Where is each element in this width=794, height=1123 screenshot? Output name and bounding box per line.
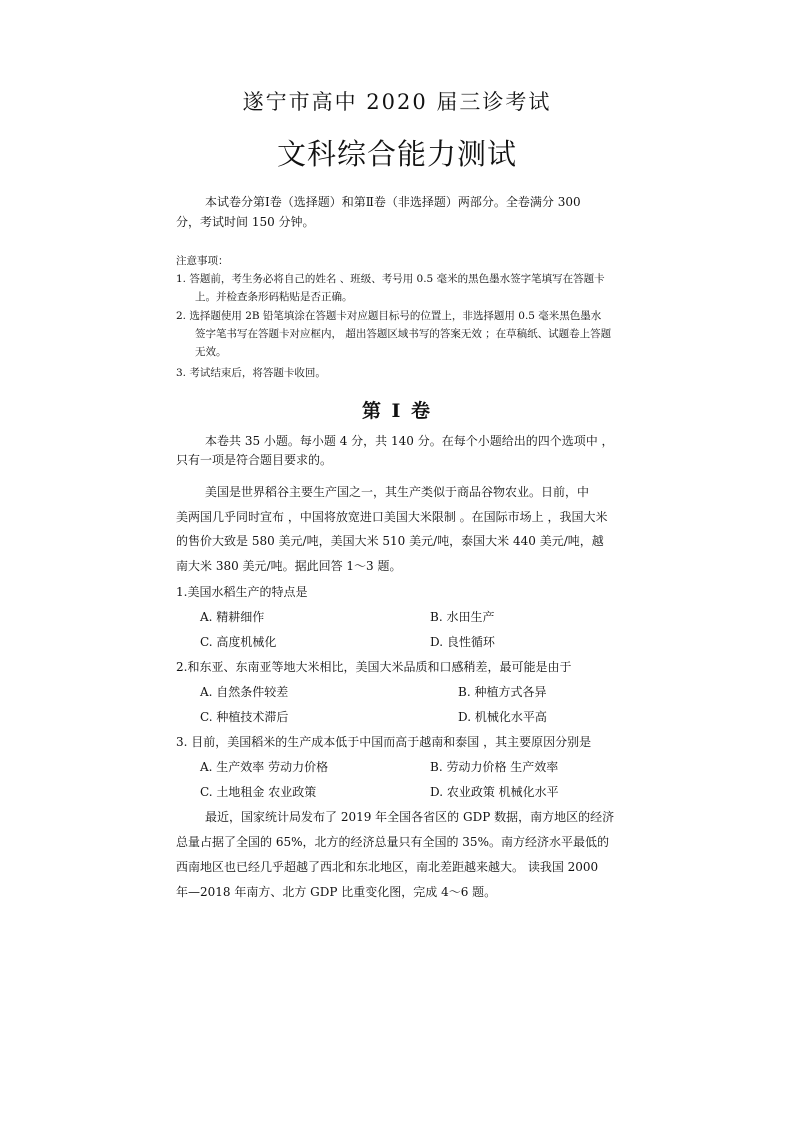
note-1-line-2: 上。并检查条形码粘贴是否正确。 bbox=[195, 291, 353, 303]
note-3-line-1: 3. 考试结束后，将答题卡收回。 bbox=[176, 367, 326, 379]
question-2-option-c: C. 种植技术滞后 bbox=[200, 710, 289, 724]
question-1-stem: 1.美国水稻生产的特点是 bbox=[176, 585, 308, 599]
question-1-option-b: B. 水田生产 bbox=[430, 610, 495, 624]
intro-line-1: 本试卷分第Ⅰ卷（选择题）和第Ⅱ卷（非选择题）两部分。全卷满分 300 bbox=[205, 195, 581, 209]
passage1-line-4: 南大米 380 美元/吨。据此回答 1～3 题。 bbox=[176, 559, 402, 573]
question-1-option-a: A. 精耕细作 bbox=[200, 610, 265, 624]
intro-line-2: 分，考试时间 150 分钟。 bbox=[176, 215, 315, 229]
notes-heading: 注意事项： bbox=[176, 255, 229, 267]
section-desc-line-1: 本卷共 35 小题。每小题 4 分，共 140 分。在每个小题给出的四个选项中 ， bbox=[205, 434, 614, 448]
question-2-stem: 2.和东亚、东南亚等地大米相比，美国大米品质和口感稍差，最可能是由于 bbox=[176, 660, 572, 674]
question-3-option-b: B. 劳动力价格 生产效率 bbox=[430, 760, 559, 774]
question-1-option-d: D. 良性循环 bbox=[430, 635, 495, 649]
section-desc-line-2: 只有一项是符合题目要求的。 bbox=[176, 453, 333, 467]
question-3-option-c: C. 土地租金 农业政策 bbox=[200, 785, 317, 799]
exam-subtitle: 文科综合能力测试 bbox=[276, 137, 517, 171]
passage2-line-4: 年—2018 年南方、北方 GDP 比重变化图，完成 4～6 题。 bbox=[176, 885, 497, 899]
section-title: 第 Ⅰ 卷 bbox=[361, 400, 433, 422]
passage2-line-3: 西南地区也已经几乎超越了西北和东北地区，南北差距越来越大。 读我国 2000 bbox=[176, 860, 599, 874]
passage1-line-2: 美两国几乎同时宣布 ，中国将放宽进口美国大米限制 。在国际市场上 ，我国大米 bbox=[176, 510, 608, 524]
question-1-option-c: C. 高度机械化 bbox=[200, 635, 277, 649]
note-2-line-3: 无效。 bbox=[195, 346, 227, 358]
note-1-line-1: 1. 答题前，考生务必将自己的姓名 、班级、考号用 0.5 毫米的黑色墨水签字笔填写在答题卡 bbox=[176, 273, 605, 285]
question-3-stem: 3. 目前，美国稻米的生产成本低于中国而高于越南和泰国 ，其主要原因分别是 bbox=[176, 735, 592, 749]
passage2-line-2: 总量占据了全国的 65%，北方的经济总量只有全国的 35%。南方经济水平最低的 bbox=[176, 835, 609, 849]
question-2-option-b: B. 种植方式各异 bbox=[458, 685, 547, 699]
passage1-line-1: 美国是世界稻谷主要生产国之一，其生产类似于商品谷物农业。日前，中 bbox=[205, 485, 590, 499]
note-2-line-2: 签字笔书写在答题卡对应框内， 超出答题区域书写的答案无效 ；在草稿纸、试题卷上答题 bbox=[195, 328, 612, 340]
question-2-option-d: D. 机械化水平高 bbox=[458, 710, 547, 724]
exam-title: 遂宁市高中 2020 届三诊考试 bbox=[242, 90, 552, 114]
passage2-line-1: 最近，国家统计局发布了 2019 年全国各省区的 GDP 数据，南方地区的经济 bbox=[205, 810, 615, 824]
note-2-line-1: 2. 选择题使用 2B 铅笔填涂在答题卡对应题目标号的位置上，非选择题用 0.5 毫米黑色墨水 bbox=[176, 310, 602, 322]
question-2-option-a: A. 自然条件较差 bbox=[200, 685, 289, 699]
question-3-option-d: D. 农业政策 机械化水平 bbox=[430, 785, 559, 799]
passage1-line-3: 的售价大致是 580 美元/吨，美国大米 510 美元/吨，泰国大米 440 美元/吨，越 bbox=[176, 534, 604, 548]
question-3-option-a: A. 生产效率 劳动力价格 bbox=[200, 760, 329, 774]
